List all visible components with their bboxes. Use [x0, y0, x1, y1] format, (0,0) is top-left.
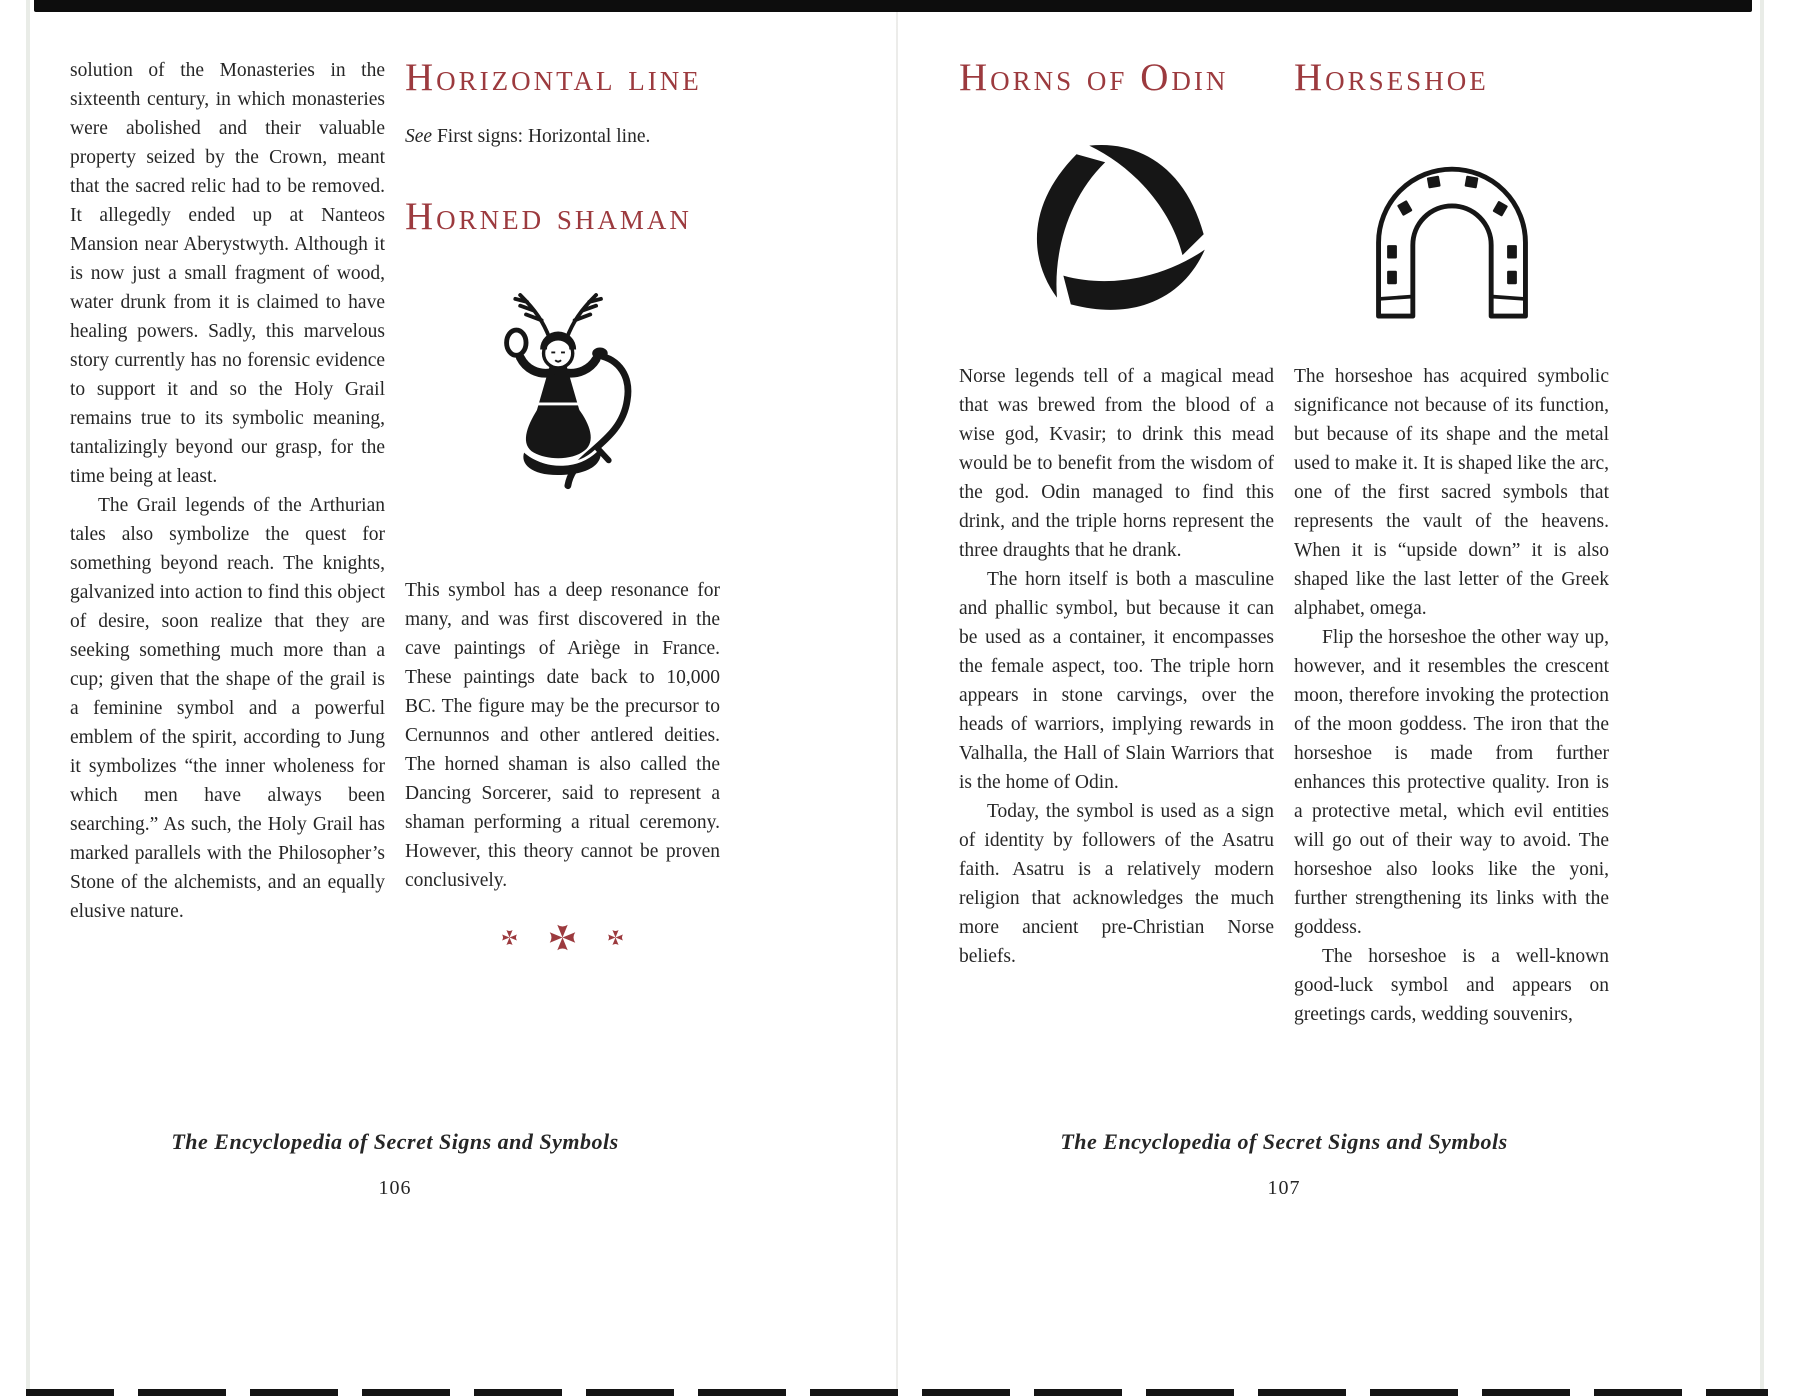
- horseshoe-icon: [1354, 130, 1550, 332]
- see-label: See: [405, 125, 433, 147]
- book-title-footer: The Encyclopedia of Secret Signs and Symbols: [1060, 1129, 1508, 1154]
- page-number: 106: [378, 1177, 412, 1199]
- left-page-column-2: [405, 56, 720, 952]
- odin-paragraph-2: The horn itself is both a masculine and phallic symbol, but because it can be used as a container, it encompasses the female aspect, too. The triple horn appears in stone carvings, over the heads of warriors, implying rewards in Valhalla, the Hall of Slain Warriors that is the home of Odin.: [959, 568, 1274, 793]
- horseshoe-symbol: [1294, 100, 1609, 362]
- entry-title-horned-shaman: Horned shaman: [405, 194, 692, 238]
- scan-edge-top: [34, 0, 1752, 12]
- see-text: First signs: Horizontal line.: [432, 125, 651, 147]
- horned-shaman-illustration: [405, 244, 720, 562]
- section-divider-crosses: [405, 923, 720, 952]
- right-page-footer: [959, 1129, 1609, 1200]
- horseshoe-paragraph-2: Flip the horseshoe the other way up, however, and it resembles the crescent moon, therefore invoking the protection of the moon goddess. The iron that the horseshoe is made from further enhances this protective quality. Iron is a protective metal, which evil entities will go out of their way to avoid. The horseshoe also looks like the yoni, further strengthening its links with the goddess.: [1294, 626, 1609, 938]
- page-gutter: [896, 0, 898, 1396]
- book-title-footer: The Encyclopedia of Secret Signs and Symbols: [171, 1129, 619, 1154]
- grail-paragraph-1: solution of the Monasteries in the sixteenth century, in which monasteries were abolished and their valuable property seized by the Crown, meant that the sacred relic had to be removed. It allegedly ended up at Nanteos Mansion near Aberystwyth. Although it is now just a small fragment of wood, water drunk from it is claimed to have healing powers. Sadly, this marvelous story currently has no forensic evidence to support it and so the Holy Grail remains true to its symbolic meaning, tantalizingly beyond our grasp, for the time being at least.: [70, 60, 385, 487]
- left-page-column-1: [70, 56, 385, 952]
- odin-paragraph-3: Today, the symbol is used as a sign of identity by followers of the Asatru faith. Asatru is a relatively modern religion that acknowledges the much more ancient pre-Christian Norse beliefs.: [959, 800, 1274, 967]
- odin-paragraph-1: Norse legends tell of a magical mead that was brewed from the blood of a wise god, Kvasir; to drink this mead would be to benefit from the wisdom of the god. Odin managed to find this drink, and the triple horns represent the three draughts that he drank.: [959, 365, 1274, 561]
- entry-title-horseshoe: Horseshoe: [1294, 56, 1489, 99]
- scan-edge-bottom: [26, 1389, 1768, 1396]
- left-page-footer: [70, 1129, 720, 1200]
- page-107: [897, 0, 1794, 1396]
- maltese-cross-icon: [607, 929, 624, 946]
- entry-title-horns-of-odin: Horns of Odin: [959, 56, 1229, 99]
- page-number: 107: [1267, 1177, 1301, 1199]
- scan-edge-left: [26, 0, 30, 1396]
- right-page-column-2: [1294, 56, 1609, 1029]
- horned-shaman-body: This symbol has a deep resonance for many, and was first discovered in the cave paintings of Ariège in France. These paintings date back to 10,000 BC. The figure may be the precursor to Cernunnos and other antlered deities. The horned shaman is also called the Dancing Sorcerer, said to represent a shaman performing a ritual ceremony. However, this theory cannot be proven conclusively.: [405, 580, 720, 892]
- horizontal-line-cross-reference: [405, 122, 720, 151]
- right-page-column-1: [959, 56, 1274, 1029]
- scan-edge-right: [1760, 0, 1764, 1396]
- maltese-cross-icon: [548, 923, 577, 952]
- entry-title-horizontal-line: Horizontal line: [405, 56, 702, 99]
- triple-horn-icon: [1009, 123, 1225, 339]
- horns-of-odin-symbol: [959, 100, 1274, 362]
- antlers-icon: [515, 295, 601, 338]
- horseshoe-paragraph-1: The horseshoe has acquired symbolic significance not because of its function, but because of its shape and the metal used to make it. It is shaped like the arc, one of the first sacred symbols that represents the vault of the heavens. When it is “upside down” it is also shaped like the last letter of the Greek alphabet, omega.: [1294, 365, 1609, 619]
- maltese-cross-icon: [501, 929, 518, 946]
- grail-paragraph-2: The Grail legends of the Arthurian tales also symbolize the quest for something beyond reach. The knights, galvanized into action to find this object of desire, soon realize that they are seeking something much more than a cup; given that the shape of the grail is a feminine symbol and a powerful emblem of the spirit, according to Jung it symbolizes “the inner wholeness for which men have always been searching.” As such, the Holy Grail has marked parallels with the Philosopher’s Stone of the alchemists, and an equally elusive nature.: [70, 495, 385, 922]
- horseshoe-paragraph-3: The horseshoe is a well-known good-luck symbol and appears on greetings cards, wedding souvenirs,: [1294, 945, 1609, 1025]
